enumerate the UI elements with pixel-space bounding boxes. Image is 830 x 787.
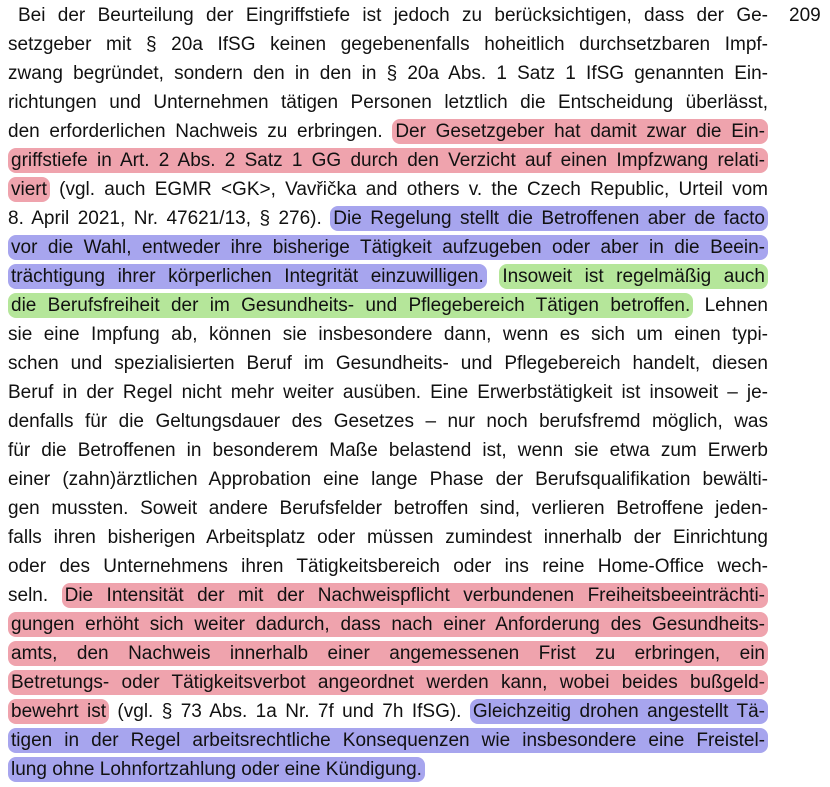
text-segment: den erforderlichen Nachweis zu erbringen. bbox=[8, 121, 393, 142]
text-line bbox=[8, 323, 768, 352]
text-segment: für die Betroffenen in besonderem Maße belastend ist, wenn sie etwa zum Erwerb bbox=[8, 440, 768, 461]
text-segment: Beruf in der Regel nicht mehr weiter ausüben. Eine Erwerbstätigkeit ist insoweit – je- bbox=[8, 382, 768, 403]
highlight-red: Der Gesetzgeber hat damit zwar die Ein- bbox=[392, 119, 768, 144]
text-line bbox=[8, 468, 768, 497]
highlight-red: Die Intensität der mit der Nachweispflicht verbundenen Freiheitsbeeinträchti- bbox=[62, 583, 768, 608]
text-segment: falls ihren bisherigen Arbeitsplatz oder müssen zumindest innerhalb der Einrichtung bbox=[8, 527, 768, 548]
highlight-blue: Gleichzeitig drohen angestellt Tä- bbox=[470, 699, 768, 724]
text-segment: einer (zahn)ärztlichen Approbation eine lange Phase der Berufsqualifikation bewälti- bbox=[8, 469, 768, 490]
text-segment: schen und spezialisierten Beruf im Gesundheits- und Pflegebereich handelt, diesen bbox=[8, 353, 768, 374]
text-segment bbox=[487, 266, 500, 287]
text-line bbox=[8, 439, 768, 468]
highlight-red: amts, den Nachweis innerhalb einer angemessenen Frist zu erbringen, ein bbox=[8, 641, 768, 666]
text-line bbox=[8, 671, 768, 700]
highlight-red: Betretungs- oder Tätigkeitsverbot angeordnet werden kann, wobei beides bußgeld- bbox=[8, 670, 768, 695]
highlight-blue: trächtigung ihrer körperlichen Integrität einzuwilligen. bbox=[8, 264, 487, 289]
text-line bbox=[8, 642, 768, 671]
highlight-red: griffstiefe in Art. 2 Abs. 2 Satz 1 GG durch den Verzicht auf einen Impfzwang relati- bbox=[8, 148, 768, 173]
text-line bbox=[8, 700, 768, 729]
text-line bbox=[8, 526, 768, 555]
text-line bbox=[8, 555, 768, 584]
text-segment: (vgl. auch EGMR <GK>, Vavřička and others v. the Czech Republic, Urteil vom bbox=[49, 179, 768, 200]
text-segment: Lehnen bbox=[693, 295, 768, 316]
highlight-blue: Die Regelung stellt die Betroffenen aber de facto bbox=[330, 206, 768, 231]
text-segment: seln. bbox=[8, 585, 62, 606]
text-line bbox=[8, 265, 768, 294]
highlight-blue: tigen in der Regel arbeitsrechtliche Konsequenzen wie insbesondere eine Freistel- bbox=[8, 728, 768, 753]
text-line bbox=[8, 178, 768, 207]
text-line bbox=[8, 497, 768, 526]
text-line bbox=[8, 410, 768, 439]
text-segment: sie eine Impfung ab, können sie insbesondere dann, wenn es sich um einen typi- bbox=[8, 324, 768, 345]
text-line bbox=[8, 62, 768, 91]
text-segment: gen mussten. Soweit andere Berufsfelder betroffen sind, verlieren Betroffene jeden- bbox=[8, 498, 768, 519]
text-line bbox=[8, 149, 768, 178]
text-segment: oder des Unternehmens ihren Tätigkeitsbereich oder ins reine Home-Office wech- bbox=[8, 556, 768, 577]
highlight-red: viert bbox=[8, 177, 50, 202]
text-segment: denfalls für die Geltungsdauer des Gesetzes – nur noch berufsfremd möglich, was bbox=[8, 411, 768, 432]
text-segment: setzgeber mit § 20a IfSG keinen gegebenenfalls hoheitlich durchsetzbaren Impf- bbox=[8, 34, 768, 55]
text-segment: (vgl. § 73 Abs. 1a Nr. 7f und 7h IfSG). bbox=[109, 701, 470, 722]
highlight-green: Insoweit ist regelmäßig auch bbox=[499, 264, 768, 289]
text-line bbox=[8, 236, 768, 265]
text-line bbox=[8, 352, 768, 381]
text-line bbox=[8, 91, 768, 120]
text-line bbox=[8, 294, 768, 323]
text-segment: richtungen und Unternehmen tätigen Personen letztlich die Entscheidung überlässt, bbox=[8, 92, 768, 113]
text-line bbox=[8, 4, 768, 33]
text-line bbox=[8, 207, 768, 236]
highlight-blue: vor die Wahl, entweder ihre bisherige Tätigkeit aufzugeben oder aber in die Beein- bbox=[8, 235, 768, 260]
text-segment: 8. April 2021, Nr. 47621/13, § 276). bbox=[8, 208, 331, 229]
text-segment: zwang begründet, sondern den in den in § 20a Abs. 1 Satz 1 IfSG genannten Ein- bbox=[8, 63, 768, 84]
text-line bbox=[8, 33, 768, 62]
text-line bbox=[8, 584, 768, 613]
text-line bbox=[8, 381, 768, 410]
highlight-red: gungen erhöht sich weiter dadurch, dass nach einer Anforderung des Gesundheits- bbox=[8, 612, 768, 637]
text-line bbox=[8, 120, 768, 149]
text-line bbox=[8, 758, 768, 787]
paragraph-number: 209 bbox=[789, 5, 821, 26]
text-segment: Bei der Beurteilung der Eingriffstiefe ist jedoch zu berücksichtigen, dass der Ge- bbox=[18, 5, 768, 26]
text-line bbox=[8, 729, 768, 758]
highlight-red: bewehrt ist bbox=[8, 699, 109, 724]
text-line bbox=[8, 613, 768, 642]
document-text bbox=[8, 4, 768, 787]
highlight-green: die Berufsfreiheit der im Gesundheits- und Pflegebereich Tätigen betroffen. bbox=[8, 293, 693, 318]
highlight-blue: lung ohne Lohnfortzahlung oder eine Kündigung. bbox=[8, 757, 425, 782]
